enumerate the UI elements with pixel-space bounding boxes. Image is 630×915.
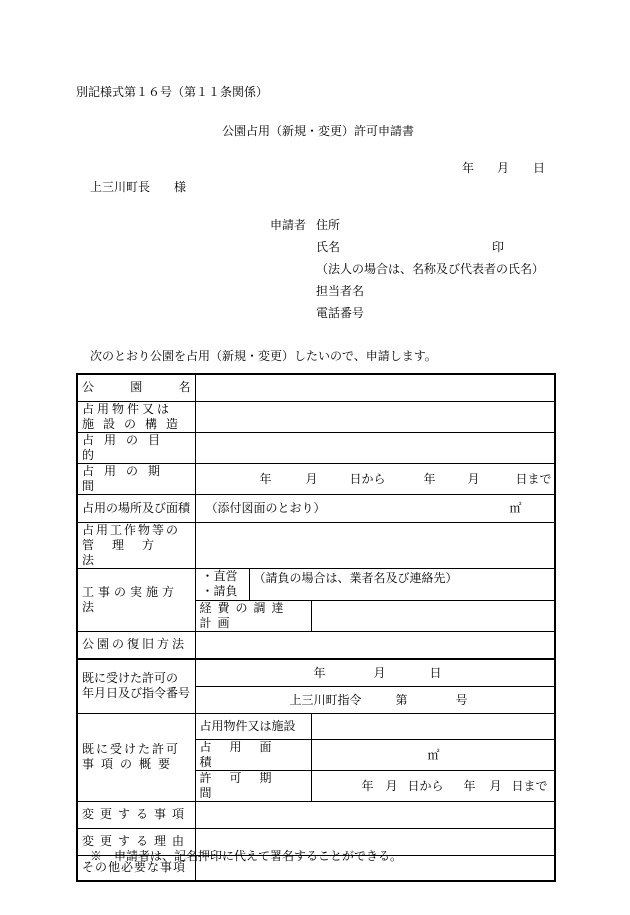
sum-period-field[interactable] [311, 770, 555, 801]
restore-text: 公園の復旧方法 [82, 637, 188, 652]
prev-day: 日 [429, 665, 442, 680]
place-note: （添付図面のとおり） [205, 501, 326, 515]
prev-summary-label-2: 事項の概要 [82, 757, 178, 771]
sum-area-unit: ㎡ [427, 747, 440, 762]
purpose-field[interactable] [195, 432, 555, 463]
funding-field[interactable] [311, 600, 555, 631]
applicant-address-label: 住所 [316, 218, 341, 232]
sum-year-1: 年 [361, 778, 374, 793]
other-text: その他必要な事項 [82, 860, 187, 875]
contact-person-label: 担当者名 [316, 284, 365, 298]
sum-area-field[interactable] [311, 739, 555, 770]
form-number: 別記様式第１６号（第１１条関係） [76, 85, 269, 99]
management-field[interactable] [195, 522, 555, 568]
park-name-label [77, 374, 195, 401]
change-reason-text: 変更する理由 [82, 834, 191, 848]
sum-area-label [195, 739, 311, 770]
contract-note: （請負の場合は、業者名及び連絡先） [253, 570, 458, 585]
prev-permit-date-field[interactable] [195, 659, 555, 686]
contract-option: ・請負 [201, 584, 238, 598]
place-area-label [77, 494, 195, 522]
construction-text: 工事の実施方法 [82, 584, 179, 614]
sum-structure-text: 占用物件又は施設 [199, 718, 296, 733]
date-month: 月 [497, 161, 510, 175]
place-area-text: 占用の場所及び面積 [82, 500, 191, 515]
park-name-char: 名 [178, 380, 191, 395]
footnote: ※ 申請者は、記名押印に代えて署名することができる。 [90, 849, 403, 863]
sum-period-text: 許可期間 [199, 770, 290, 800]
management-label-2: 管理方法 [82, 537, 173, 567]
sum-until: 日まで [511, 778, 548, 793]
structure-label [77, 401, 195, 432]
intro-text: 次のとおり公園を占用（新規・変更）したいので、申請します。 [90, 349, 437, 363]
seal-mark: 印 [492, 240, 505, 254]
management-label-1: 占用工作物等の [82, 522, 181, 537]
prev-summary-label [77, 713, 195, 801]
corporation-note: （法人の場合は、名称及び代表者の氏名） [316, 262, 545, 276]
sum-structure-field[interactable] [311, 713, 555, 739]
period-year-1: 年 [259, 471, 272, 486]
sum-year-2: 年 [463, 778, 476, 793]
purpose-text: 占用の目的 [82, 432, 171, 462]
construction-method-cell[interactable] [195, 568, 249, 600]
sum-structure-label [195, 713, 311, 739]
application-table [76, 373, 556, 882]
order-town: 上三川町指令 [289, 692, 362, 707]
prev-year: 年 [313, 665, 326, 680]
prev-month: 月 [373, 665, 386, 680]
sum-period-label [195, 770, 311, 801]
date-year: 年 [462, 161, 475, 175]
period-from: 日から [349, 471, 386, 486]
period-month-2: 月 [467, 471, 480, 486]
purpose-label [77, 432, 195, 463]
order-number-field[interactable] [195, 686, 555, 713]
period-year-2: 年 [423, 471, 436, 486]
period-month-1: 月 [305, 471, 318, 486]
period-label [77, 463, 195, 494]
applicant-name-label: 氏名 [316, 240, 341, 254]
document-title: 公園占用（新規・変更）許可申請書 [222, 124, 415, 138]
structure-label-2: 施設の構造 [82, 416, 188, 431]
restore-label [77, 631, 195, 659]
date-day: 日 [533, 161, 546, 175]
order-dai: 第 [395, 692, 408, 707]
change-item-text: 変更する事項 [82, 807, 191, 821]
structure-field[interactable] [195, 401, 555, 432]
construction-label [77, 568, 195, 631]
park-name-char: 園 [130, 380, 143, 395]
management-label [77, 522, 195, 568]
change-item-label [77, 801, 195, 828]
order-go: 号 [455, 692, 468, 707]
sum-area-text: 占用面積 [199, 739, 290, 769]
prev-permit-label-2: 年月日及び指令番号 [82, 686, 191, 701]
park-name-char: 公 [82, 380, 95, 395]
restore-field[interactable] [195, 631, 555, 659]
period-field[interactable] [195, 463, 555, 494]
period-text: 占用の期間 [82, 463, 171, 493]
area-unit: ㎡ [509, 501, 522, 515]
park-name-text [82, 380, 191, 395]
prev-permit-label [77, 659, 195, 713]
phone-label: 電話番号 [316, 306, 365, 320]
structure-label-1: 占用物件又は [82, 401, 173, 416]
contract-note-cell[interactable] [249, 568, 555, 600]
funding-text: 経費の調達計画 [199, 600, 290, 630]
place-area-field[interactable] [195, 494, 555, 522]
park-name-field[interactable] [195, 374, 555, 401]
applicant-label: 申請者 [270, 218, 307, 232]
addressee: 上三川町長 様 [90, 180, 187, 194]
change-item-field[interactable] [195, 801, 555, 828]
sum-from: 日から [407, 778, 444, 793]
period-until: 日まで [515, 471, 552, 486]
sum-month-2: 月 [489, 778, 502, 793]
direct-option: ・直営 [201, 569, 238, 583]
prev-summary-label-1: 既に受けた許可 [82, 742, 181, 756]
sum-month-1: 月 [385, 778, 398, 793]
funding-label [195, 600, 311, 631]
prev-permit-label-1: 既に受けた許可の [82, 671, 179, 686]
